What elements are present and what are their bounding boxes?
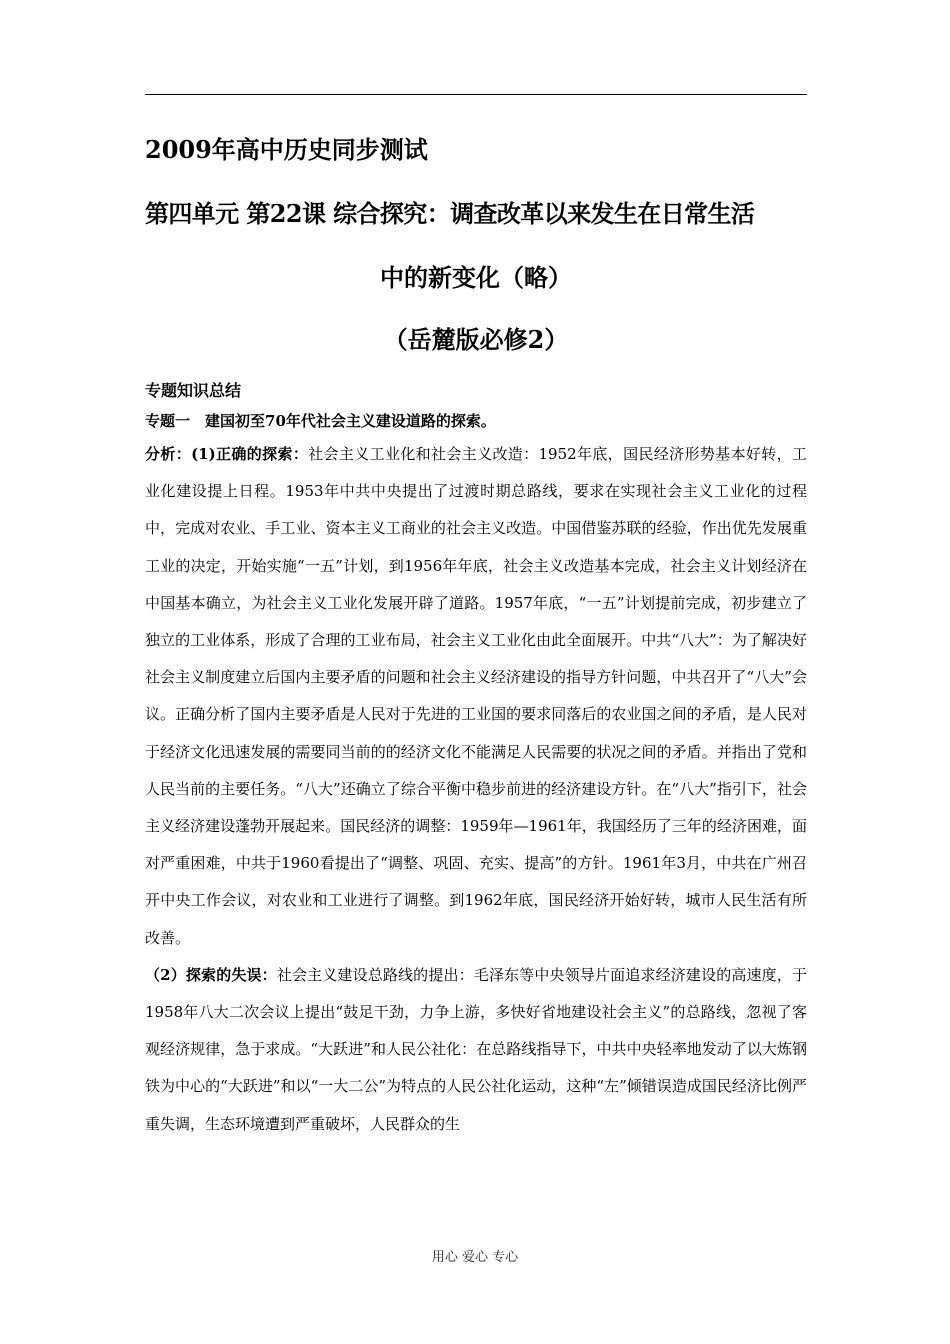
mistakes-label: （2）探索的失误： (145, 965, 277, 984)
analysis-text: 社会主义工业化和社会主义改造：1952年底，国民经济形势基本好转，工业化建设提上日程。1953年中共中央提出了过渡时期总路线，要求在实现社会主义工业化的过程中，完成对农业、手工业、资本主义工商业的社会主义改造。中国借鉴苏联的经验，作出优先发展重工业的决定，开始实施“一五”计划，到1956年年底，社会主义改造基本完成，社会主义计划经济在中国基本确立，为社会主义工业化发展开辟了道路。1957年底，“一五”计划提前完成，初步建立了独立的工业体系，形成了合理的工业布局，社会主义工业化由此全面展开。中共“八大”：为了解决好社会主义制度建立后国内主要矛盾的问题和社会主义经济建设的指导方针问题，中共召开了“八大”会议。正确分析了国内主要矛盾是人民对于先进的工业国的要求同落后的农业国之间的矛盾，是人民对于经济文化迅速发展的需要同当前的的经济文化不能满足人民需要的状况之间的矛盾。并指出了党和人民当前的主要任务。“八大”还确立了综合平衡中稳步前进的经济建设方针。在“八大”指引下，社会主义经济建设蓬勃开展起来。国民经济的调整：1959年—1961年，我国经历了三年的经济困难，面对严重困难，中共于1960看提出了“调整、巩固、充实、提高”的方针。1961年3月，中共在广州召开中央工作会议，对农业和工业进行了调整。到1962年底，国民经济开始好转，城市人民生活有所改善。 (145, 445, 807, 947)
analysis-paragraph (145, 436, 807, 957)
section-heading: 专题知识总结 (145, 381, 242, 400)
document-body (145, 130, 807, 1143)
mistakes-paragraph (145, 957, 807, 1143)
header-rule (145, 94, 807, 95)
analysis-label: 分析：(1)正确的探索： (145, 445, 309, 463)
document-title: 2009年高中历史同步测试 (145, 135, 428, 164)
topic-heading: 专题一 建国初至70年代社会主义建设道路的探索。 (145, 412, 496, 430)
mistakes-text: 社会主义建设总路线的提出：毛泽东等中央领导片面追求经济建设的高速度，于1958年八大二次会议上提出“鼓足干劲，力争上游，多快好省地建设社会主义”的总路线，忽视了客观经济规律，急于求成。“大跃进”和人民公社化：在总路线指导下，中共中央轻率地发动了以大炼钢铁为中心的“大跃进”和以“一大二公”为特点的人民公社化运动，这种“左”倾错误造成国民经济比例严重失调，生态环境遭到严重破坏，人民群众的生 (145, 965, 807, 1133)
edition-label: （岳麓版必修2） (383, 325, 569, 354)
lesson-title-continued: 中的新变化（略） (380, 263, 572, 292)
lesson-title: 第四单元 第22课 综合探究：调查改革以来发生在日常生活 (145, 199, 755, 228)
page-footer: 用心 爱心 专心 (431, 1250, 519, 1265)
